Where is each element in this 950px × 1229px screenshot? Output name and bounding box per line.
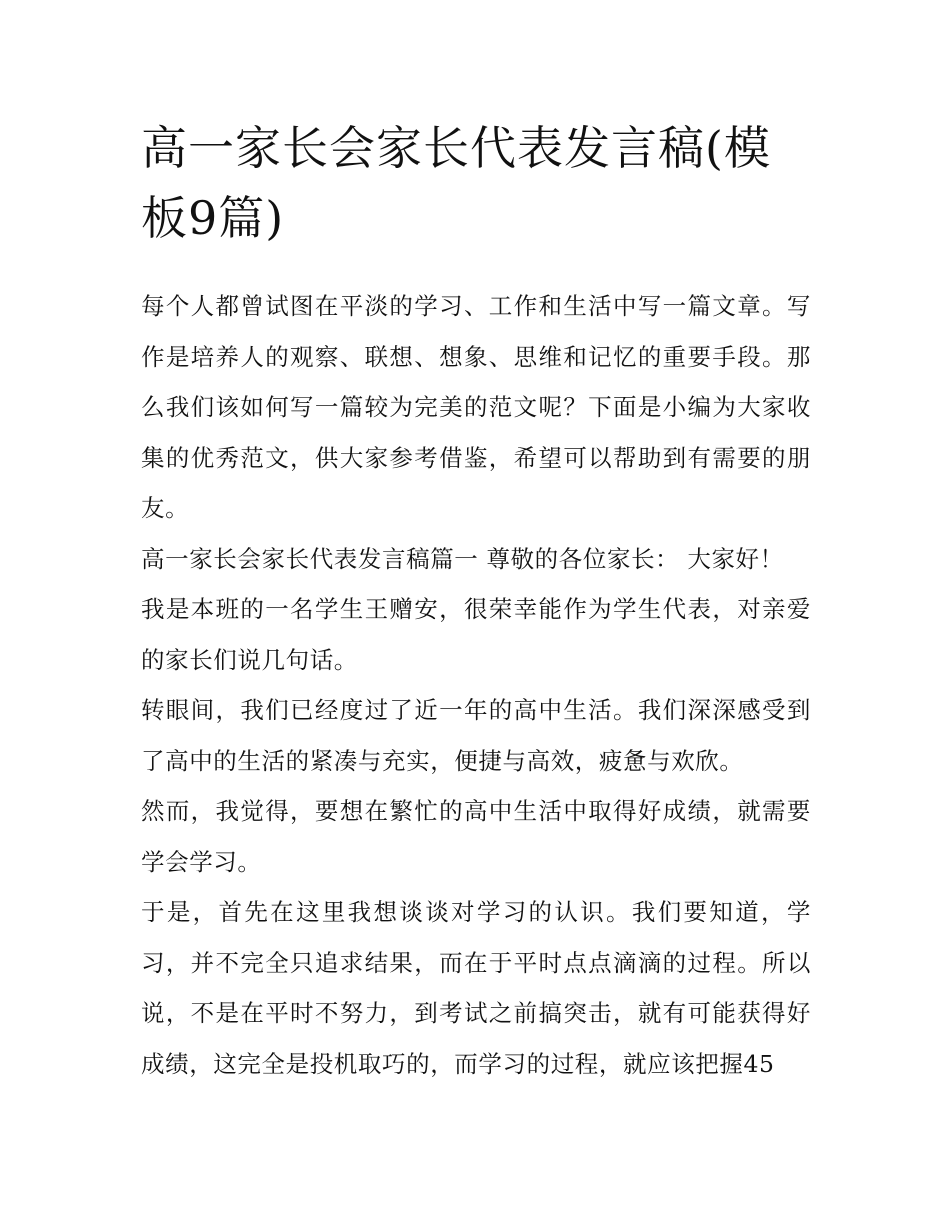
paragraph-intro: 每个人都曾试图在平淡的学习、工作和生活中写一篇文章。写作是培养人的观察、联想、想象、思维和记忆的重要手段。那么我们该如何写一篇较为完美的范文呢？下面是小编为大家收集的优秀范文，供大家参考借鉴，希望可以帮助到有需要的朋友。 (141, 292, 811, 522)
paragraph-greeting: 高一家长会家长代表发言稿篇一 尊敬的各位家长： 大家好！ (141, 544, 784, 573)
paragraph-learning-process: 于是，首先在这里我想谈谈对学习的认识。我们要知道，学习，并不完全只追求结果，而在于平时点点滴滴的过程。所以说，不是在平时不努力，到考试之前搞突击，就有可能获得好成绩，这完全是投机取巧的，而学习的过程，就应该把握45 (141, 898, 811, 1078)
document-title: 高一家长会家长代表发言稿(模板9篇) (141, 121, 771, 245)
document-body (141, 281, 811, 1089)
document-content (141, 113, 811, 1089)
paragraph-learn-to-learn: 然而，我觉得，要想在繁忙的高中生活中取得好成绩，就需要学会学习。 (141, 797, 811, 876)
paragraph-self-intro: 我是本班的一名学生王赠安，很荣幸能作为学生代表，对亲爱的家长们说几句话。 (141, 595, 811, 674)
paragraph-high-school-life: 转眼间，我们已经度过了近一年的高中生活。我们深深感受到了高中的生活的紧凑与充实，便捷与高效，疲惫与欢欣。 (141, 696, 811, 775)
